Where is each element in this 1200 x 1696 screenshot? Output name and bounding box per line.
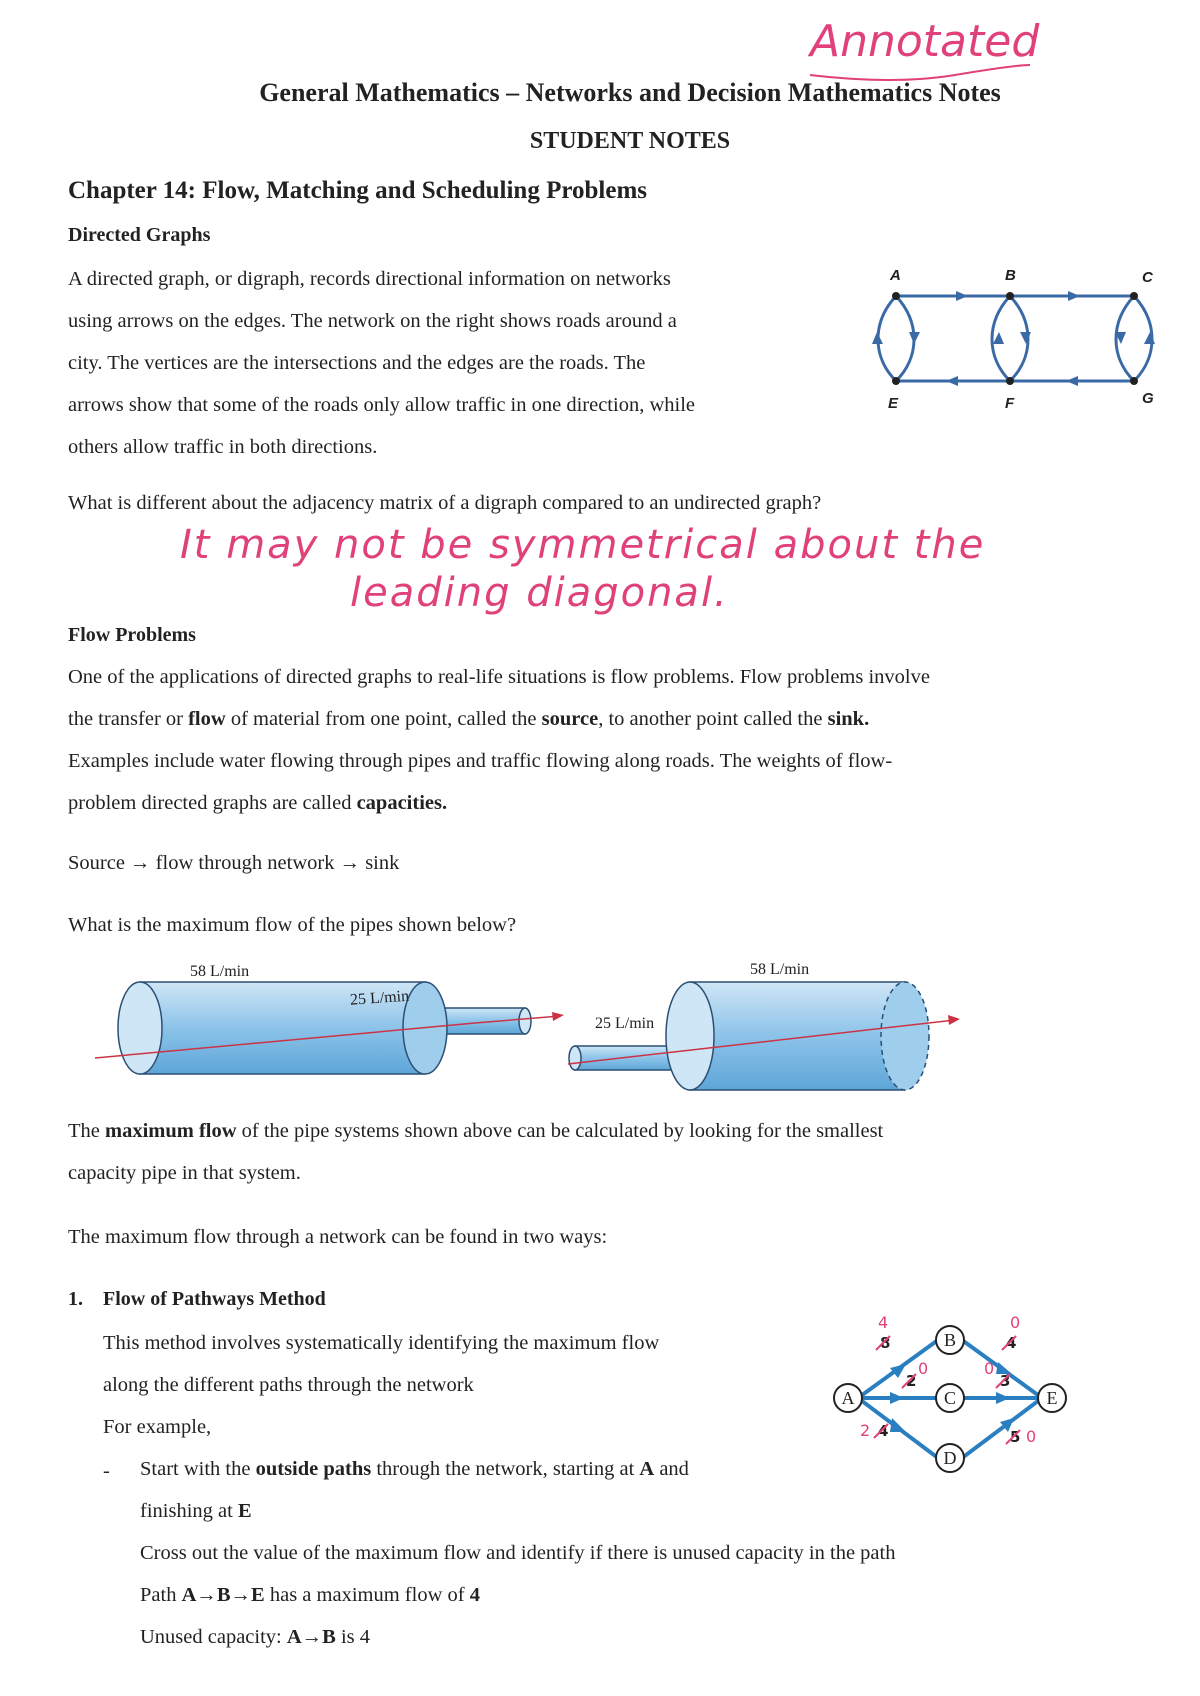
page-title: General Mathematics – Networks and Decision Mathematics Notes <box>259 78 1001 107</box>
handwritten-answer-line-2: leading diagonal. <box>350 570 729 616</box>
dg-line-3: city. The vertices are the intersections and the edges are the roads. The <box>68 352 646 374</box>
flow-problems-heading: Flow Problems <box>68 624 196 646</box>
m1-step-1: Start with the outside paths through the network, starting at A and <box>140 1458 689 1480</box>
flow-problems-paragraph <box>68 656 1168 824</box>
road-digraph <box>872 262 1172 422</box>
directed-graphs-heading: Directed Graphs <box>68 224 211 246</box>
dg-line-4: arrows show that some of the roads only allow traffic in one direction, while <box>68 394 695 416</box>
handwritten-answer-line-1: It may not be symmetrical about the <box>180 522 986 568</box>
two-ways-text: The maximum flow through a network can be found in two ways: <box>68 1226 608 1248</box>
network-node-b: B <box>943 1330 957 1350</box>
vertex-label-b: B <box>1005 267 1016 284</box>
directed-graphs-paragraph <box>68 258 848 468</box>
pipe1-big-label: 58 L/min <box>190 963 250 980</box>
vertex-label-g: G <box>1142 390 1154 407</box>
vertex-label-f: F <box>1005 395 1015 412</box>
edge-ab-original: 8 <box>880 1334 891 1352</box>
m1-step-5: Unused capacity: A→B is 4 <box>140 1626 371 1648</box>
m1-line-1: This method involves systematically identifying the maximum flow <box>103 1332 660 1354</box>
m1-step-2: finishing at E <box>140 1500 252 1522</box>
edge-ad-original: 4 <box>878 1422 889 1440</box>
dg-line-1: A directed graph, or digraph, records directional information on networks <box>68 268 671 290</box>
m1-line-2: along the different paths through the network <box>103 1374 474 1396</box>
fp-line-1: One of the applications of directed graphs to real-life situations is flow problems. Flow problems involve <box>68 666 930 688</box>
dg-line-2: using arrows on the edges. The network on the right shows roads around a <box>68 310 677 332</box>
pipe2-small-label: 25 L/min <box>595 1015 655 1032</box>
network-node-e: E <box>1046 1388 1058 1408</box>
network-node-a: A <box>841 1388 855 1408</box>
edge-de-remaining: 0 <box>1026 1427 1037 1446</box>
edge-ce-remaining: 0 <box>984 1359 995 1378</box>
chapter-title: Chapter 14: Flow, Matching and Scheduling Problems <box>68 177 647 204</box>
edge-ac-original: 2 <box>906 1372 917 1390</box>
annotated-stamp: Annotated <box>810 16 1039 67</box>
max-flow-explanation <box>68 1110 1168 1194</box>
dg-line-5: others allow traffic in both directions. <box>68 436 378 458</box>
pipe-diagrams <box>90 960 1110 1120</box>
edge-ad-remaining: 2 <box>860 1421 871 1440</box>
edge-ab-remaining: 4 <box>878 1313 889 1332</box>
pipe2-big-label: 58 L/min <box>750 961 810 978</box>
edge-de-original: 5 <box>1010 1428 1021 1446</box>
m1-step-4: Path A→B→E has a maximum flow of 4 <box>140 1584 480 1606</box>
edge-ac-remaining: 0 <box>918 1359 929 1378</box>
pipe1-small-label: 25 L/min <box>349 987 410 1009</box>
network-node-d: D <box>943 1448 957 1468</box>
edge-ce-original: 3 <box>1000 1372 1011 1390</box>
max-flow-question: What is the maximum flow of the pipes shown below? <box>68 914 517 936</box>
method-1-dash: - <box>103 1460 110 1482</box>
pipe-system-2 <box>568 961 960 1090</box>
method-1-title: Flow of Pathways Method <box>103 1288 326 1310</box>
edge-be-original: 4 <box>1006 1334 1017 1352</box>
vertex-label-e: E <box>888 395 899 412</box>
adjacency-question: What is different about the adjacency matrix of a digraph compared to an undirected graph? <box>68 492 822 514</box>
mf-line-2: capacity pipe in that system. <box>68 1162 301 1184</box>
fp-line-2: the transfer or flow of material from one point, called the source, to another point called the sink. <box>68 708 870 730</box>
fp-line-4: problem directed graphs are called capacities. <box>68 792 448 814</box>
flow-network-diagram <box>828 1306 1088 1526</box>
student-notes-heading: STUDENT NOTES <box>529 128 731 154</box>
m1-step-3: Cross out the value of the maximum flow and identify if there is unused capacity in the path <box>140 1542 896 1564</box>
source-sink-chain: Source → flow through network → sink <box>68 852 400 874</box>
fp-line-3: Examples include water flowing through pipes and traffic flowing along roads. The weights of flow- <box>68 750 893 772</box>
pipe-system-1 <box>95 963 564 1074</box>
network-node-c: C <box>943 1388 957 1408</box>
vertex-label-a: A <box>890 267 901 284</box>
m1-line-3: For example, <box>103 1416 212 1438</box>
method-1-number: 1. <box>68 1288 83 1310</box>
edge-be-remaining: 0 <box>1010 1313 1021 1332</box>
mf-line-1: The maximum flow of the pipe systems shown above can be calculated by looking for the smallest <box>68 1120 884 1142</box>
vertex-label-c: C <box>1142 269 1153 286</box>
